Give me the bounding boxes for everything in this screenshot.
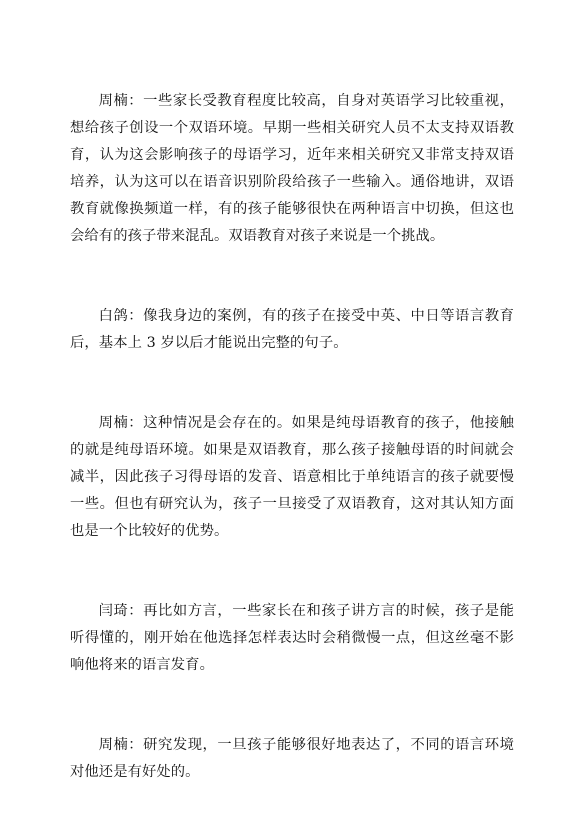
document-body [70,88,514,786]
paragraph-zhou-nan-2: 周楠：这种情况是会存在的。如果是纯母语教育的孩子，他接触的就是纯母语环境。如果是双语教育，那么孩子接触母语的时间就会减半，因此孩子习得母语的发音、语意相比于单纯语言的孩子就要慢一些。但也有研究认为，孩子一旦接受了双语教育，这对其认知方面也是一个比较好的优势。 [70,415,514,539]
paragraph-yan-qi: 闫琦：再比如方言，一些家长在和孩子讲方言的时候，孩子是能听得懂的，刚开始在他选择怎样表达时会稍微慢一点，但这丝毫不影响他将来的语言发育。 [70,603,514,673]
paragraph-bai-ge: 白鸽：像我身边的案例，有的孩子在接受中英、中日等语言教育后，基本上 3 岁以后才能说出完整的句子。 [70,308,514,351]
paragraph-zhou-nan-3: 周楠：研究发现，一旦孩子能够很好地表达了，不同的语言环境对他还是有好处的。 [70,737,514,780]
paragraph-zhou-nan-1: 周楠：一些家长受教育程度比较高，自身对英语学习比较重视，想给孩子创设一个双语环境。早期一些相关研究人员不太支持双语教育，认为这会影响孩子的母语学习，近年来相关研究又非常支持双语培养，认为这可以在语音识别阶段给孩子一些输入。通俗地讲，双语教育就像换频道一样，有的孩子能够很快在两种语言中切换，但这也会给有的孩子带来混乱。双语教育对孩子来说是一个挑战。 [70,93,514,244]
